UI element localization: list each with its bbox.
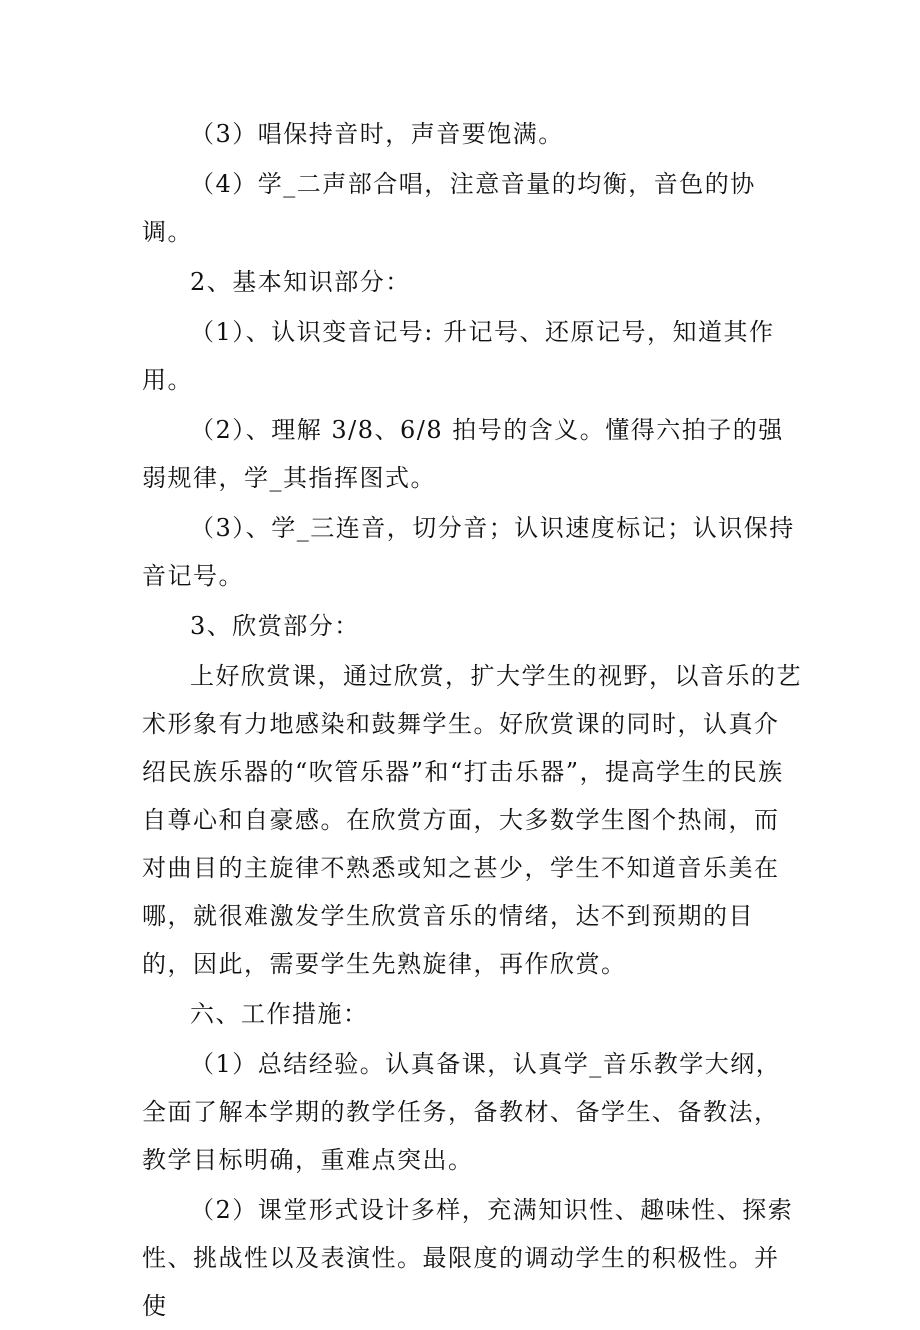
paragraph-11: （2）课堂形式设计多样，充满知识性、趣味性、探索性、挑战性以及表演性。最限度的调动学生的积极性。并使 <box>142 1196 794 1320</box>
document-body <box>142 110 802 1330</box>
paragraph-7: 3、欣赏部分： <box>190 612 360 640</box>
paragraph-9: 六、工作措施： <box>190 1000 369 1028</box>
paragraph-4: （1）、认识变音记号: 升记号、还原记号，知道其作用。 <box>142 318 775 394</box>
paragraph-6: （3）、学_三连音，切分音；认识速度标记；认识保持音记号。 <box>142 514 795 590</box>
paragraph-2: （4）学_二声部合唱，注意音量的均衡，音色的协调。 <box>142 170 756 246</box>
paragraph-5: （2）、理解 3/8、6/8 拍号的含义。懂得六拍子的强弱规律，学_其指挥图式。 <box>142 416 784 492</box>
paragraph-8: 上好欣赏课，通过欣赏，扩大学生的视野，以音乐的艺术形象有力地感染和鼓舞学生。好欣赏课的同时，认真介绍民族乐器的“吹管乐器”和“打击乐器”，提高学生的民族自尊心和自豪感。在欣赏方面，大多数学生图个热闹，而对曲目的主旋律不熟悉或知之甚少，学生不知道音乐美在哪，就很难激发学生欣赏音乐的情绪，达不到预期的目的，因此，需要学生先熟旋律，再作欣赏。 <box>142 662 802 978</box>
paragraph-3: 2、基本知识部分： <box>190 268 411 296</box>
paragraph-1: （3）唱保持音时，声音要饱满。 <box>190 120 564 148</box>
paragraph-10: （1）总结经验。认真备课，认真学_音乐教学大纲，全面了解本学期的教学任务，备教材、备学生、备教法，教学目标明确，重难点突出。 <box>142 1050 782 1174</box>
